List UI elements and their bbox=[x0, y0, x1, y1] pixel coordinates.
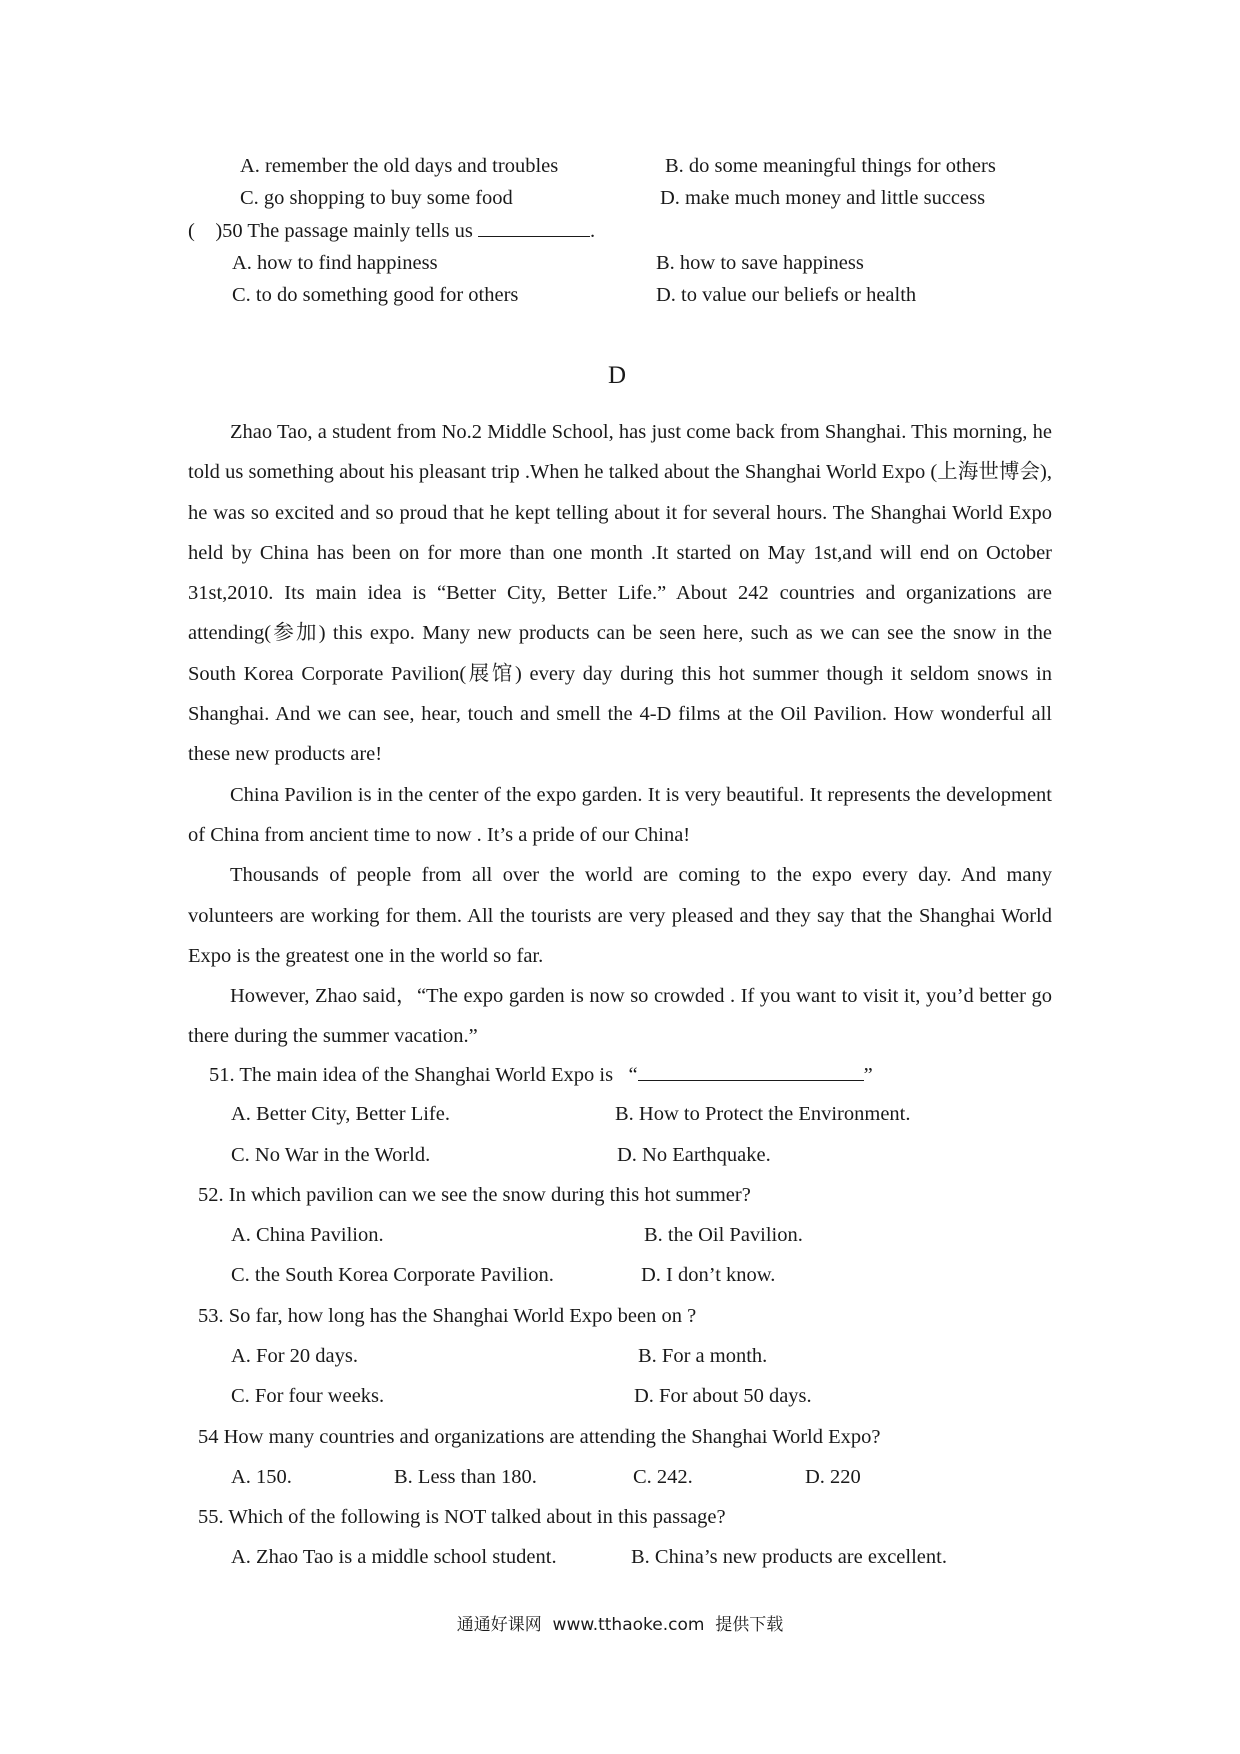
q50-stem-end: . bbox=[589, 220, 596, 242]
q55-stem: 55. Which of the following is NOT talked about in this passage? bbox=[198, 1506, 726, 1528]
passage-paragraph-3: Thousands of people from all over the world are coming to the expo every day. And many volunteers are working for them. All the tourists are very pleased and they say that the Shanghai World Expo is the greatest one in the world so far. bbox=[188, 864, 1052, 967]
q51-option-b: B. How to Protect the Environment. bbox=[615, 1103, 911, 1125]
q54-option-a: A. 150. bbox=[231, 1466, 292, 1488]
q54-option-d: D. 220 bbox=[805, 1466, 861, 1488]
q53-option-b: B. For a month. bbox=[638, 1345, 768, 1367]
q50-stem bbox=[188, 218, 595, 243]
q50-option-a: A. how to find happiness bbox=[232, 252, 438, 274]
q49-option-b: B. do some meaningful things for others bbox=[665, 155, 996, 177]
passage-paragraph-1: Zhao Tao, a student from No.2 Middle School, has just come back from Shanghai. This morning, he told us something about his pleasant trip .When he talked about the Shanghai World Expo (上海世博会), he was so excited and so proud that he kept telling about it for several hours. The Shanghai World Expo held by China has been on for more than one month .It started on May 1st,and will end on October 31st,2010. Its main idea is “Better City, Better Life.” About 242 countries and organizations are attending(参加) this expo. Many new products can be seen here, such as we can see the snow in the South Korea Corporate Pavilion(展馆) every day during this hot summer though it seldom snows in Shanghai. And we can see, hear, touch and smell the 4-D films at the Oil Pavilion. How wonderful all these new products are! bbox=[188, 421, 1052, 766]
passage-paragraph-2: China Pavilion is in the center of the expo garden. It is very beautiful. It represents the development of China from ancient time to now . It’s a pride of our China! bbox=[188, 783, 1052, 846]
passage-paragraph-4: However, Zhao said，“The expo garden is now so crowded . If you want to visit it, you’d better go there during the summer vacation.” bbox=[188, 985, 1052, 1048]
q50-option-c: C. to do something good for others bbox=[232, 284, 519, 306]
q51-stem-text: 51. The main idea of the Shanghai World Expo is “ bbox=[209, 1064, 638, 1086]
q49-option-a: A. remember the old days and troubles bbox=[240, 155, 559, 177]
q49-option-d: D. make much money and little success bbox=[660, 187, 986, 209]
q50-stem-text: ( )50 The passage mainly tells us bbox=[188, 220, 478, 242]
q55-option-a: A. Zhao Tao is a middle school student. bbox=[231, 1546, 557, 1568]
q52-option-d: D. I don’t know. bbox=[641, 1264, 776, 1286]
q50-option-b: B. how to save happiness bbox=[656, 252, 864, 274]
q53-option-c: C. For four weeks. bbox=[231, 1385, 385, 1407]
q52-option-b: B. the Oil Pavilion. bbox=[644, 1224, 803, 1246]
q49-option-c: C. go shopping to buy some food bbox=[240, 187, 513, 209]
q50-option-d: D. to value our beliefs or health bbox=[656, 284, 917, 306]
q52-option-a: A. China Pavilion. bbox=[231, 1224, 384, 1246]
q51-option-d: D. No Earthquake. bbox=[617, 1144, 771, 1166]
q51-stem-close: ” bbox=[863, 1064, 873, 1086]
answer-blank bbox=[638, 1062, 864, 1081]
q51-stem bbox=[209, 1062, 873, 1087]
q51-option-c: C. No War in the World. bbox=[231, 1144, 431, 1166]
q55-option-b: B. China’s new products are excellent. bbox=[631, 1546, 947, 1568]
page-footer: 通通好课网 www.tthaoke.com 提供下载 bbox=[456, 1615, 784, 1635]
q54-option-b: B. Less than 180. bbox=[394, 1466, 537, 1488]
q52-stem: 52. In which pavilion can we see the snow during this hot summer? bbox=[198, 1184, 751, 1206]
q53-option-d: D. For about 50 days. bbox=[634, 1385, 812, 1407]
q54-option-c: C. 242. bbox=[633, 1466, 693, 1488]
q53-option-a: A. For 20 days. bbox=[231, 1345, 358, 1367]
q54-stem: 54 How many countries and organizations are attending the Shanghai World Expo? bbox=[198, 1426, 881, 1448]
q52-option-c: C. the South Korea Corporate Pavilion. bbox=[231, 1264, 554, 1286]
section-title: D bbox=[608, 362, 627, 389]
answer-blank bbox=[478, 218, 590, 237]
q53-stem: 53. So far, how long has the Shanghai World Expo been on ? bbox=[198, 1305, 697, 1327]
q51-option-a: A. Better City, Better Life. bbox=[231, 1103, 450, 1125]
reading-passage bbox=[188, 412, 1052, 1057]
